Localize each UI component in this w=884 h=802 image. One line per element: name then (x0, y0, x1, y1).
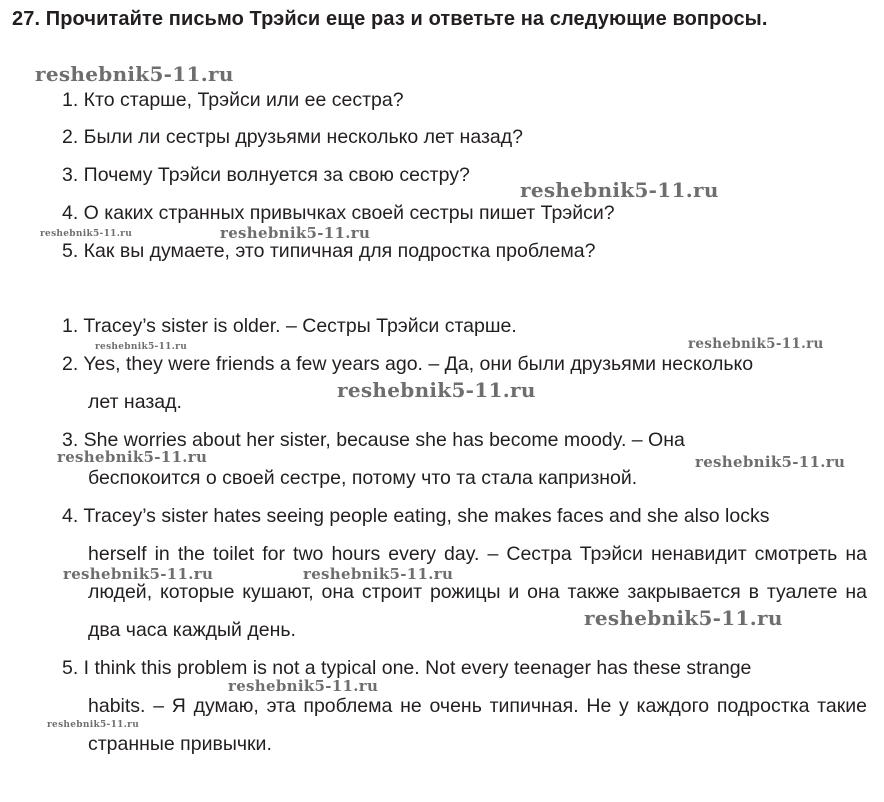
exercise-heading: 27. Прочитайте письмо Трэйси еще раз и ответьте на следующие вопросы. (12, 8, 768, 30)
watermark: reshebnik5-11.ru (40, 229, 133, 239)
question-1: 1. Кто старше, Трэйси или ее сестра? (62, 89, 404, 111)
watermark: reshebnik5-11.ru (520, 178, 719, 202)
question-2: 2. Были ли сестры друзьями несколько лет назад? (62, 126, 523, 148)
answer-3-line: 3. She worries about her sister, because she has become moody. – Она (62, 429, 685, 451)
answer-2-line: 2. Yes, they were friends a few years ago. – Да, они были друзьями несколько (62, 353, 754, 375)
question-4: 4. О каких странных привычках своей сестры пишет Трэйси? (62, 202, 615, 224)
watermark: reshebnik5-11.ru (57, 448, 208, 466)
watermark: reshebnik5-11.ru (584, 606, 783, 630)
watermark: reshebnik5-11.ru (220, 224, 371, 242)
watermark: reshebnik5-11.ru (688, 336, 824, 352)
watermark: reshebnik5-11.ru (337, 378, 536, 402)
watermark: reshebnik5-11.ru (95, 342, 188, 352)
watermark: reshebnik5-11.ru (47, 720, 140, 730)
answer-5-line: 5. I think this problem is not a typical one. Not every teenager has these strange (62, 657, 752, 679)
answer-2-continuation: лет назад. (88, 391, 182, 413)
watermark: reshebnik5-11.ru (228, 677, 379, 695)
watermark: reshebnik5-11.ru (63, 565, 214, 583)
answer-4-line: 4. Tracey’s sister hates seeing people eating, she makes faces and she also locks (62, 505, 770, 527)
watermark: reshebnik5-11.ru (35, 62, 234, 86)
question-5: 5. Как вы думаете, это типичная для подростка проблема? (62, 240, 596, 262)
answer-3-continuation: беспокоится о своей сестре, потому что та стала капризной. (88, 467, 638, 489)
answer-5 (62, 649, 867, 763)
question-3: 3. Почему Трэйси волнуется за свою сестру? (62, 164, 470, 186)
answer-1-line: 1. Tracey’s sister is older. – Сестры Трэйси старше. (62, 315, 517, 337)
watermark: reshebnik5-11.ru (695, 453, 846, 471)
answer-5-continuation: habits. – Я думаю, эта проблема не очень типичная. Не у каждого подростка такие странные привычки. (88, 695, 867, 755)
watermark: reshebnik5-11.ru (303, 565, 454, 583)
answer-4-continuation: herself in the toilet for two hours every day. – Сестра Трэйси ненавидит смотреть на людей, которые кушают, она строит рожицы и она также закрывается в туалете на два часа каждый день. (88, 543, 867, 641)
